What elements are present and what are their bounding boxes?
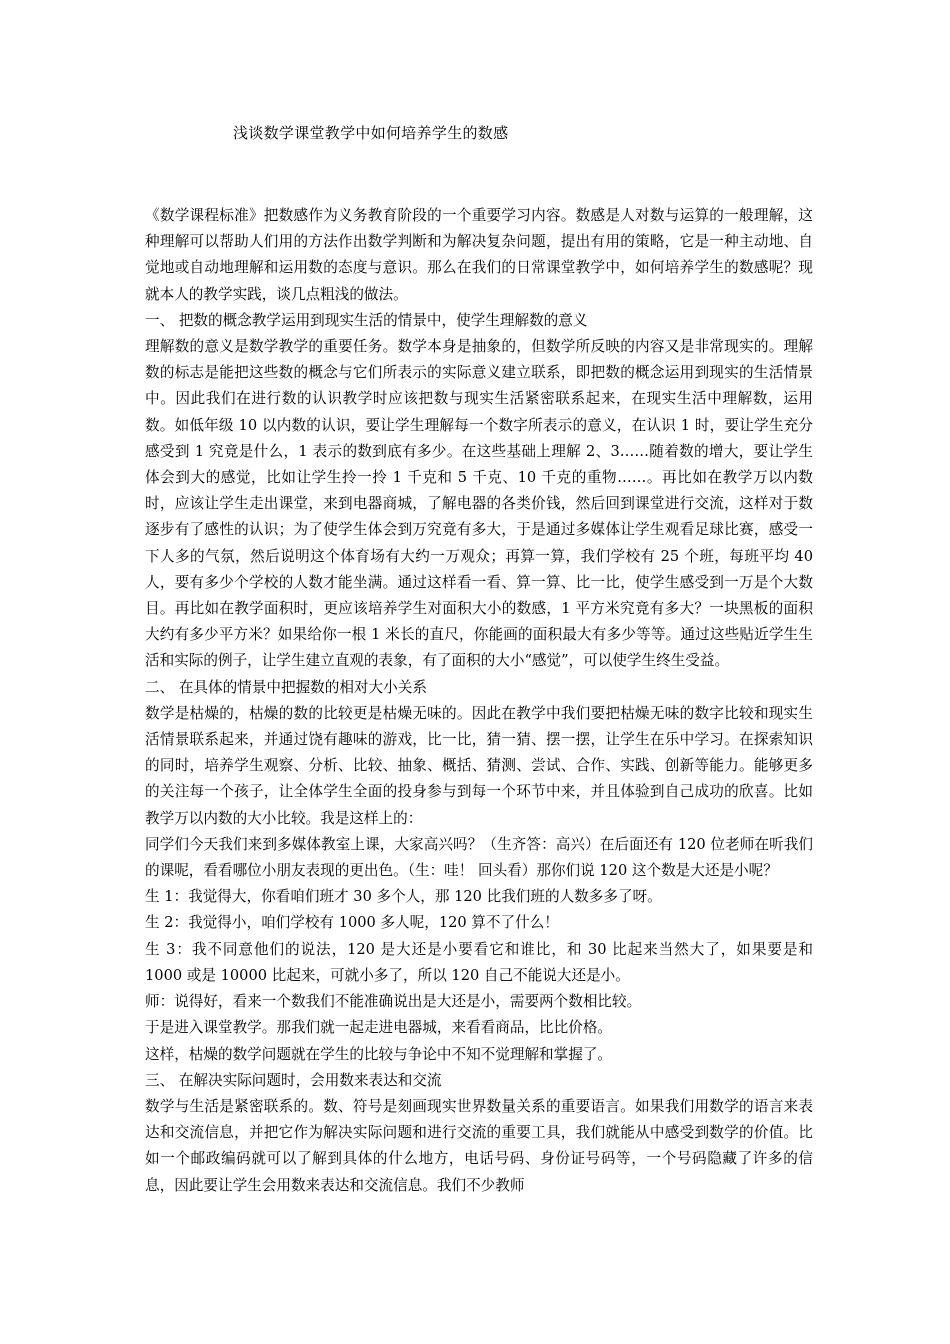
- body-paragraph: 数学与生活是紧密联系的。数、符号是刻画现实世界数量关系的重要语言。如果我们用数学的语言来表达和交流信息，并把它作为解决实际问题和进行交流的重要工具，我们就能从中感受到数学的价值。比如一个邮政编码就可以了解到具体的什么地方，电话号码、身份证号码等，一个号码隐藏了许多的信息，因此要让学生会用数来表达和交流信息。我们不少教师: [145, 1097, 813, 1194]
- body-paragraph: 这样，枯燥的数学问题就在学生的比较与争论中不知不觉理解和掌握了。: [145, 1045, 613, 1063]
- document-body: [145, 203, 813, 1199]
- body-paragraph: 数学是枯燥的，枯燥的数的比较更是枯燥无味的。因此在教学中我们要把枯燥无味的数字比较和现实生活情景联系起来，并通过饶有趣味的游戏，比一比，猜一猜、摆一摆，让学生在乐中学习。在探索知识的同时，培养学生观察、分析、比较、抽象、概括、猜测、尝试、合作、实践、创新等能力。能够更多的关注每一个孩子，让全体学生全面的投身参与到每一个环节中来，并且体验到自己成功的欣喜。比如教学万以内数的大小比较。我是这样上的：: [145, 704, 813, 827]
- body-paragraph: 生 1：我觉得大，你看咱们班才 30 多个人，那 120 比我们班的人数多多了呀。: [145, 888, 662, 906]
- body-paragraph: 《数学课程标准》把数感作为义务教育阶段的一个重要学习内容。数感是人对数与运算的一般理解，这种理解可以帮助人们用的方法作出数学判断和为解决复杂问题，提出有用的策略，它是一种主动地、自觉地或自动地理解和运用数的态度与意识。那么在我们的日常课堂教学中，如何培养学生的数感呢？现就本人的教学实践，谈几点粗浅的做法。: [145, 207, 813, 303]
- section-heading: 一、 把数的概念教学运用到现实生活的情景中，使学生理解数的意义: [145, 311, 588, 329]
- body-paragraph: 生 2：我觉得小，咱们学校有 1000 多人呢，120 算不了什么！: [145, 914, 559, 932]
- section-heading: 三、 在解决实际问题时，会用数来表达和交流: [145, 1071, 442, 1089]
- body-paragraph: 生 3：我不同意他们的说法，120 是大还是小要看它和谁比，和 30 比起来当然大了，如果要是和 1000 或是 10000 比起来，可就小多了，所以 120 自己不能说大还是小。: [145, 940, 813, 984]
- body-paragraph: 理解数的意义是数学教学的重要任务。数学本身是抽象的，但数学所反映的内容又是非常现实的。理解数的标志是能把这些数的概念与它们所表示的实际意义建立联系，即把数的概念运用到现实的生活情景中。因此我们在进行数的认识教学时应该把数与现实生活紧密联系起来，在现实生活中理解数，运用数。如低年级 10 以内数的认识，要让学生理解每一个数字所表示的意义，在认识 1 时，要让学生充分感受到 1 究竟是什么，1 表示的数到底有多少。在这些基础上理解 2、3……随着数的增大，要让学生体会到大的感觉，比如让学生拎一拎 1 千克和 5 千克、10 千克的重物……。再比如在教学万以内数时，应该让学生走出课堂，来到电器商城，了解电器的各类价钱，然后回到课堂进行交流，这样对于数逐步有了感性的认识；为了使学生体会到万究竟有多大，于是通过多媒体让学生观看足球比赛，感受一下人多的气氛，然后说明这个体育场有大约一万观众；再算一算，我们学校有 25 个班，每班平均 40 人，要有多少个学校的人数才能坐满。通过这样看一看、算一算、比一比，使学生感受到一万是个大数目。再比如在教学面积时，更应该培养学生对面积大小的数感，1 平方米究竟有多大？一块黑板的面积大约有多少平方米？如果给你一根 1 米长的直尺，你能画的面积最大有多少等等。通过这些贴近学生生活和实际的例子，让学生建立直观的表象，有了面积的大小“感觉”，可以使学生终生受益。: [145, 338, 813, 670]
- body-paragraph: 于是进入课堂教学。那我们就一起走进电器城，来看看商品，比比价格。: [145, 1019, 613, 1037]
- body-paragraph: 师：说得好，看来一个数我们不能准确说出是大还是小，需要两个数相比较。: [145, 993, 642, 1011]
- document-title: 浅谈数学课堂教学中如何培养学生的数感: [233, 124, 509, 142]
- section-heading: 二、 在具体的情景中把握数的相对大小关系: [145, 678, 427, 696]
- body-paragraph: 同学们今天我们来到多媒体教室上课，大家高兴吗？（生齐答：高兴）在后面还有 120 位老师在听我们的课呢，看看哪位小朋友表现的更出色。（生：哇！ 回头看）那你们说 120 这个数是大还是小呢？: [145, 835, 813, 880]
